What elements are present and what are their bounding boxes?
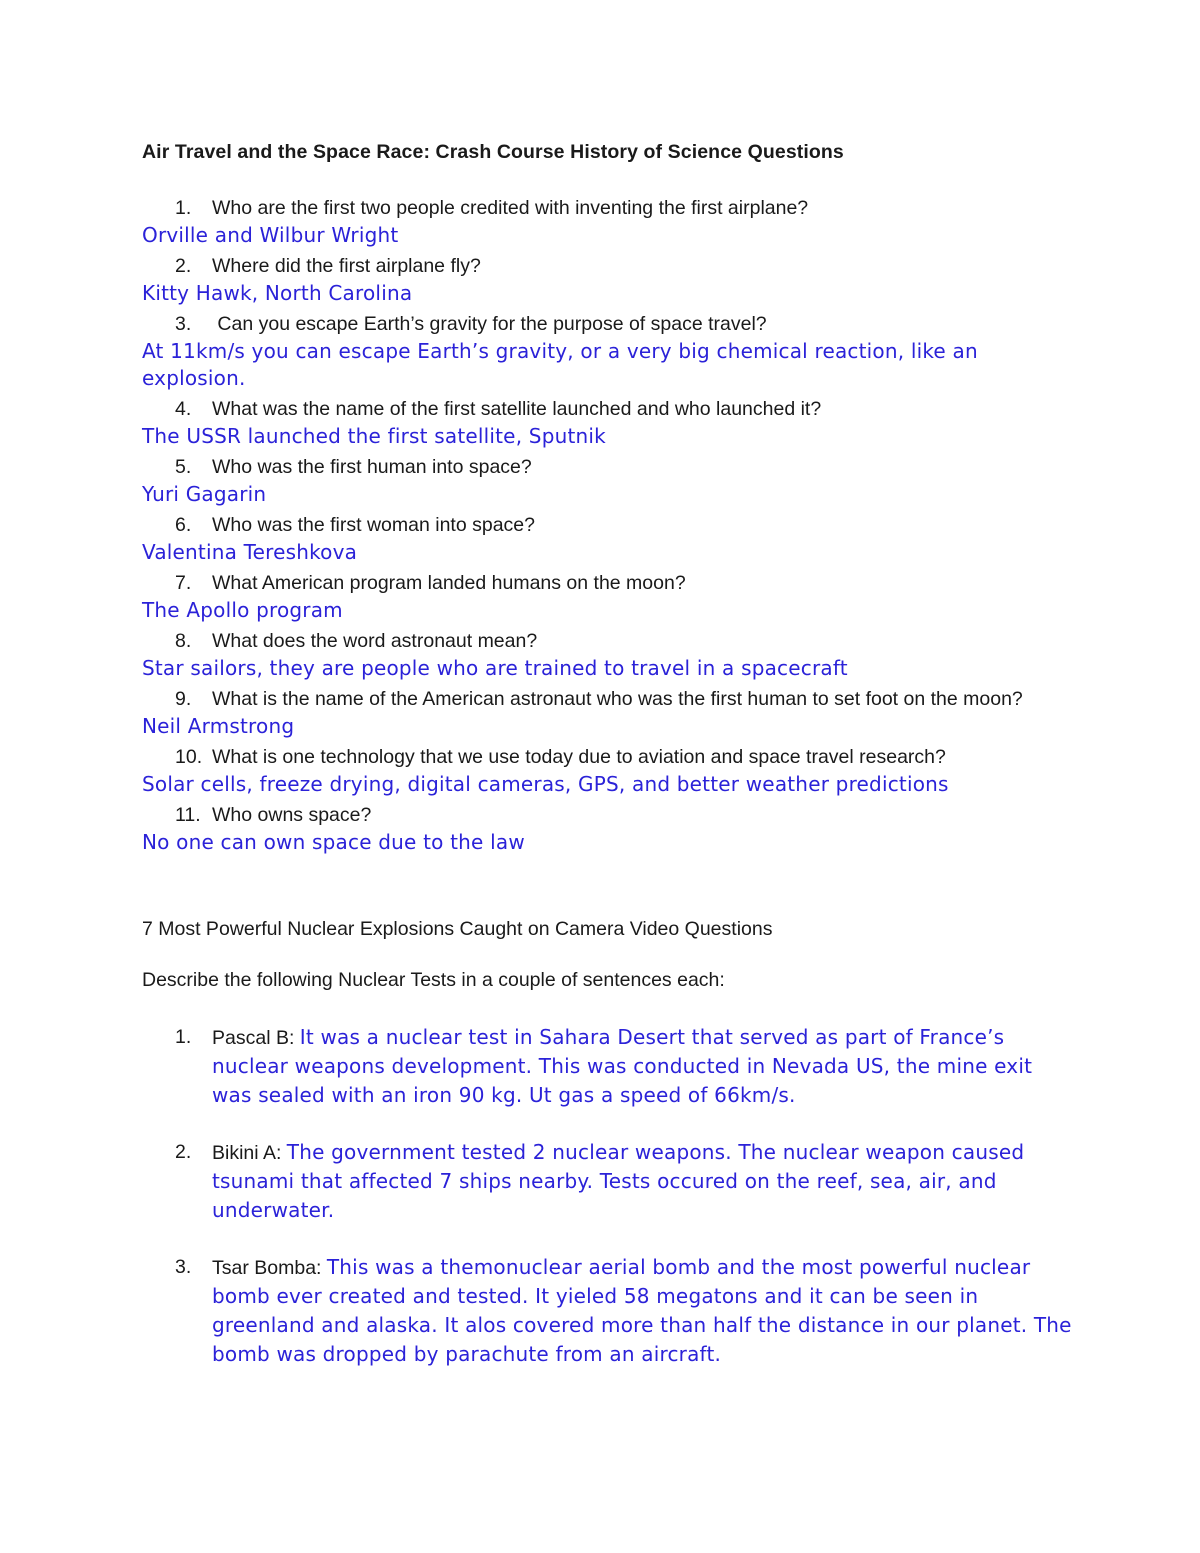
item-number: 3.: [175, 1256, 192, 1278]
document-page: [142, 141, 1072, 1397]
item-answer: The government tested 2 nuclear weapons. The nuclear weapon caused tsunami that affected 7 ships nearby. Tests occured on the reef, sea, air, and underwater.: [212, 1140, 1025, 1222]
answer-4: The USSR launched the first satellite, Sputnik: [142, 424, 606, 448]
question-text: What is one technology that we use today due to aviation and space travel research?: [212, 746, 946, 768]
item-number: 1.: [175, 1026, 192, 1048]
question-number: 7.: [175, 572, 192, 594]
item-number: 2.: [175, 1141, 192, 1163]
question-number: 6.: [175, 514, 192, 536]
question-number: 8.: [175, 630, 192, 652]
question-5: [142, 453, 1072, 481]
section1-list: [142, 194, 1072, 856]
question-text: What does the word astronaut mean?: [212, 630, 538, 652]
item-label: Tsar Bomba:: [212, 1257, 327, 1279]
nuclear-test-item: [142, 1138, 1072, 1225]
answer-11: No one can own space due to the law: [142, 830, 525, 854]
question-text: Where did the first airplane fly?: [212, 255, 481, 277]
question-11: [142, 801, 1072, 829]
question-number: 11.: [175, 804, 201, 826]
answer-3: At 11km/s you can escape Earth’s gravity, or a very big chemical reaction, like an explosion.: [142, 339, 978, 390]
answer-7: The Apollo program: [142, 598, 343, 622]
question-number: 5.: [175, 456, 192, 478]
question-2: [142, 252, 1072, 280]
section2-instructions: Describe the following Nuclear Tests in a couple of sentences each:: [142, 969, 725, 991]
section1-title: Air Travel and the Space Race: Crash Course History of Science Questions: [142, 141, 844, 163]
question-text: Who are the first two people credited with inventing the first airplane?: [212, 197, 809, 219]
question-text: Can you escape Earth’s gravity for the purpose of space travel?: [212, 313, 767, 335]
question-text: What American program landed humans on the moon?: [212, 572, 686, 594]
section2-title: 7 Most Powerful Nuclear Explosions Caught on Camera Video Questions: [142, 918, 773, 940]
answer-9: Neil Armstrong: [142, 714, 295, 738]
answer-5: Yuri Gagarin: [142, 482, 267, 506]
question-text: What is the name of the American astronaut who was the first human to set foot on the moon?: [212, 688, 1023, 710]
question-3: [142, 310, 1072, 338]
question-text: Who owns space?: [212, 804, 372, 826]
nuclear-test-item: [142, 1253, 1072, 1369]
item-answer: This was a themonuclear aerial bomb and the most powerful nuclear bomb ever created and tested. It yieled 58 megatons and it can be seen in greenland and alaska. It alos covered more than half the distance in our planet. The bomb was dropped by parachute from an aircraft.: [212, 1255, 1072, 1366]
question-7: [142, 569, 1072, 597]
question-number: 2.: [175, 255, 192, 277]
question-number: 9.: [175, 688, 192, 710]
item-answer: It was a nuclear test in Sahara Desert that served as part of France’s nuclear weapons development. This was conducted in Nevada US, the mine exit was sealed with an iron 90 kg. Ut gas a speed of 66km/s.: [212, 1025, 1033, 1107]
item-label: Bikini A:: [212, 1142, 287, 1164]
answer-1: Orville and Wilbur Wright: [142, 223, 399, 247]
question-number: 3.: [175, 313, 192, 335]
question-text: Who was the first human into space?: [212, 456, 532, 478]
answer-2: Kitty Hawk, North Carolina: [142, 281, 413, 305]
question-number: 10.: [175, 746, 203, 768]
question-10: [142, 743, 1072, 771]
question-number: 4.: [175, 398, 192, 420]
question-number: 1.: [175, 197, 192, 219]
question-8: [142, 627, 1072, 655]
answer-10: Solar cells, freeze drying, digital cameras, GPS, and better weather predictions: [142, 772, 949, 796]
question-9: [142, 685, 1072, 713]
question-1: [142, 194, 1072, 222]
nuclear-test-item: [142, 1023, 1072, 1110]
item-label: Pascal B:: [212, 1027, 300, 1049]
question-4: [142, 395, 1072, 423]
section2-list: [142, 1023, 1072, 1369]
answer-6: Valentina Tereshkova: [142, 540, 358, 564]
answer-8: Star sailors, they are people who are trained to travel in a spacecraft: [142, 656, 848, 680]
question-6: [142, 511, 1072, 539]
question-text: What was the name of the first satellite launched and who launched it?: [212, 398, 822, 420]
question-text: Who was the first woman into space?: [212, 514, 535, 536]
